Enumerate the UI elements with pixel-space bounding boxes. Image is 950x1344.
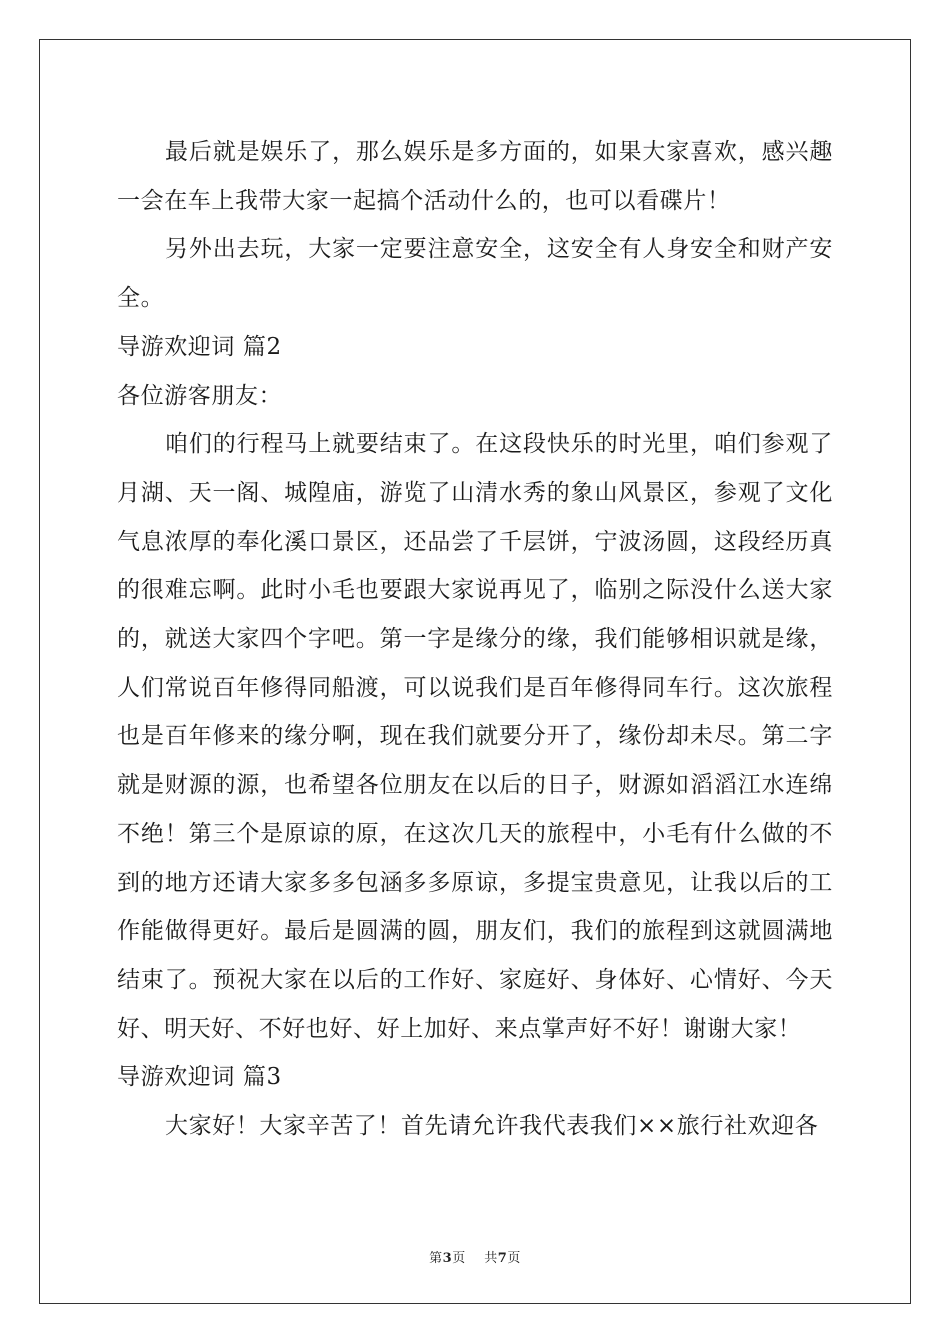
page-footer [0,1247,950,1266]
paragraph-entertainment: 最后就是娱乐了，那么娱乐是多方面的，如果大家喜欢，感兴趣一会在车上我带大家一起搞个活动什么的，也可以看碟片！ [117,139,833,214]
page-suffix: 页 [452,1251,466,1266]
section-heading-2: 导游欢迎词 篇2 [117,333,282,360]
page-prefix: 第 [429,1251,443,1266]
total-pages: 7 [497,1251,508,1266]
total-suffix: 页 [507,1251,521,1266]
document-body [117,128,833,1151]
section-heading-3: 导游欢迎词 篇3 [117,1064,282,1091]
page-number: 3 [442,1251,453,1266]
paragraph-welcome: 大家好！大家辛苦了！首先请允许我代表我们××旅行社欢迎各 [165,1113,819,1140]
greeting: 各位游客朋友： [117,382,283,409]
total-prefix: 共 [484,1251,498,1266]
paragraph-farewell: 咱们的行程马上就要结束了。在这段快乐的时光里，咱们参观了月湖、天一阁、城隍庙，游览了山清水秀的象山风景区，参观了文化气息浓厚的奉化溪口景区，还品尝了千层饼，宁波汤圆，这段经历真的很难忘啊。此时小毛也要跟大家说再见了，临别之际没什么送大家的，就送大家四个字吧。第一字是缘分的缘，我们能够相识就是缘，人们常说百年修得同船渡，可以说我们是百年修得同车行。这次旅程也是百年修来的缘分啊，现在我们就要分开了，缘份却未尽。第二字就是财源的源，也希望各位朋友在以后的日子，财源如滔滔江水连绵不绝！第三个是原谅的原，在这次几天的旅程中，小毛有什么做的不到的地方还请大家多多包涵多多原谅，多提宝贵意见，让我以后的工作能做得更好。最后是圆满的圆，朋友们，我们的旅程到这就圆满地结束了。预祝大家在以后的工作好、家庭好、身体好、心情好、今天好、明天好、不好也好、好上加好、来点掌声好不好！谢谢大家！ [117,431,833,1042]
paragraph-safety: 另外出去玩，大家一定要注意安全，这安全有人身安全和财产安全。 [117,236,833,312]
